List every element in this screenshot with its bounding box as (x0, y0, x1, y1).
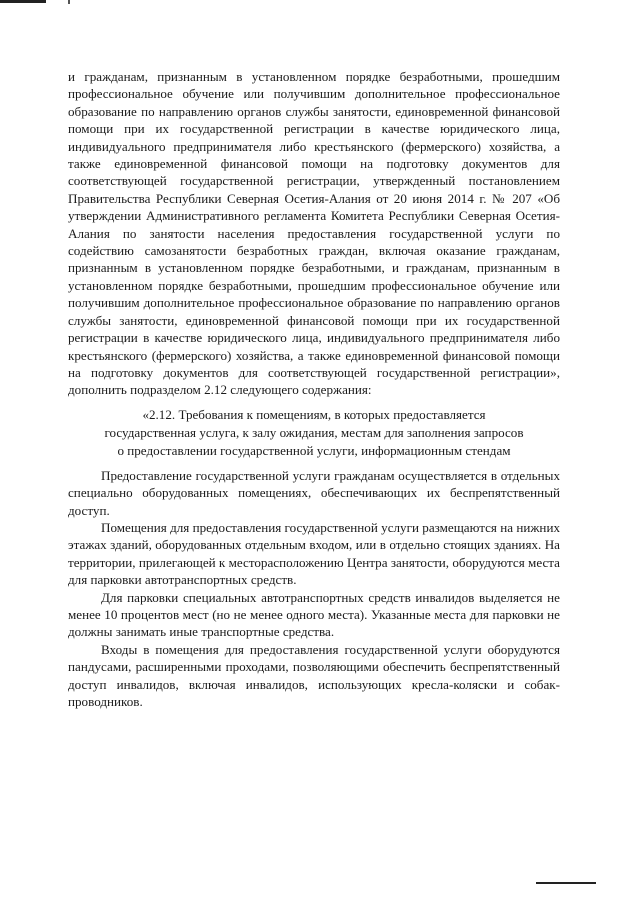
paragraph-parking: Для парковки специальных автотранспортных средств инвалидов выделяется не менее 10 процентов мест (но не менее одного места). Указанные места для парковки не должны занимать иные транспортные средства. (68, 589, 560, 640)
paragraph-entrances: Входы в помещения для предоставления государственной услуги оборудуются пандусами, расширенными проходами, позволяющими обеспечить беспрепятственный доступ инвалидов, включая инвалидов, использующих кресла-коляски и собак-проводников. (68, 641, 560, 709)
scan-edge-mark-top (0, 0, 46, 3)
section-heading (68, 406, 560, 460)
section-heading-line-1: «2.12. Требования к помещениям, в которых предоставляется (142, 406, 486, 422)
document-page (68, 68, 560, 710)
section-heading-line-3: о предоставлении государственной услуги, информационным стендам (117, 442, 511, 458)
scan-edge-tick (68, 0, 70, 4)
paragraph-premises-location: Помещения для предоставления государственной услуги размещаются на нижних этажах зданий, оборудованных отдельным входом, или в отдельно стоящих зданиях. На территории, прилегающей к месторасположению Центра занятости, оборудуются места для парковки автотранспортных средств. (68, 519, 560, 588)
paragraph-premises: Предоставление государственной услуги гражданам осуществляется в отдельных специально оборудованных помещениях, обеспечивающих их беспрепятственный доступ. (68, 467, 560, 518)
section-heading-line-2: государственная услуга, к залу ожидания, местам для заполнения запросов (104, 424, 524, 440)
intro-paragraph: и гражданам, признанным в установленном порядке безработными, прошедшим профессиональное обучение или получившим дополнительное профессиональное образование по направлению органов службы занятости, единовременной финансовой помощи при их государственной регистрации в качестве юридического лица, индивидуального предпринимателя либо крестьянского (фермерского) хозяйства, а также единовременной финансовой помощи на подготовку документов для соответствующей государственной регистрации, утвержденный постановлением Правительства Республики Северная Осетия-Алания от 20 июня 2014 г. № 207 «Об утверждении Административного регламента Комитета Республики Северная Осетия-Алания по занятости населения предоставления государственной услуги по содействию самозанятости безработных граждан, включая оказание гражданам, признанным в установленном порядке безработными, и гражданам, признанным в установленном порядке безработными, прошедшим профессиональное обучение или получившим дополнительное профессиональное образование по направлению органов службы занятости, единовременной финансовой помощи при их государственной регистрации в качестве юридического лица, индивидуального предпринимателя либо крестьянского (фермерского) хозяйства, а также единовременной финансовой помощи на подготовку документов для соответствующей государственной регистрации», дополнить подразделом 2.12 следующего содержания: (68, 69, 560, 398)
scan-edge-mark-bottom (536, 882, 596, 884)
